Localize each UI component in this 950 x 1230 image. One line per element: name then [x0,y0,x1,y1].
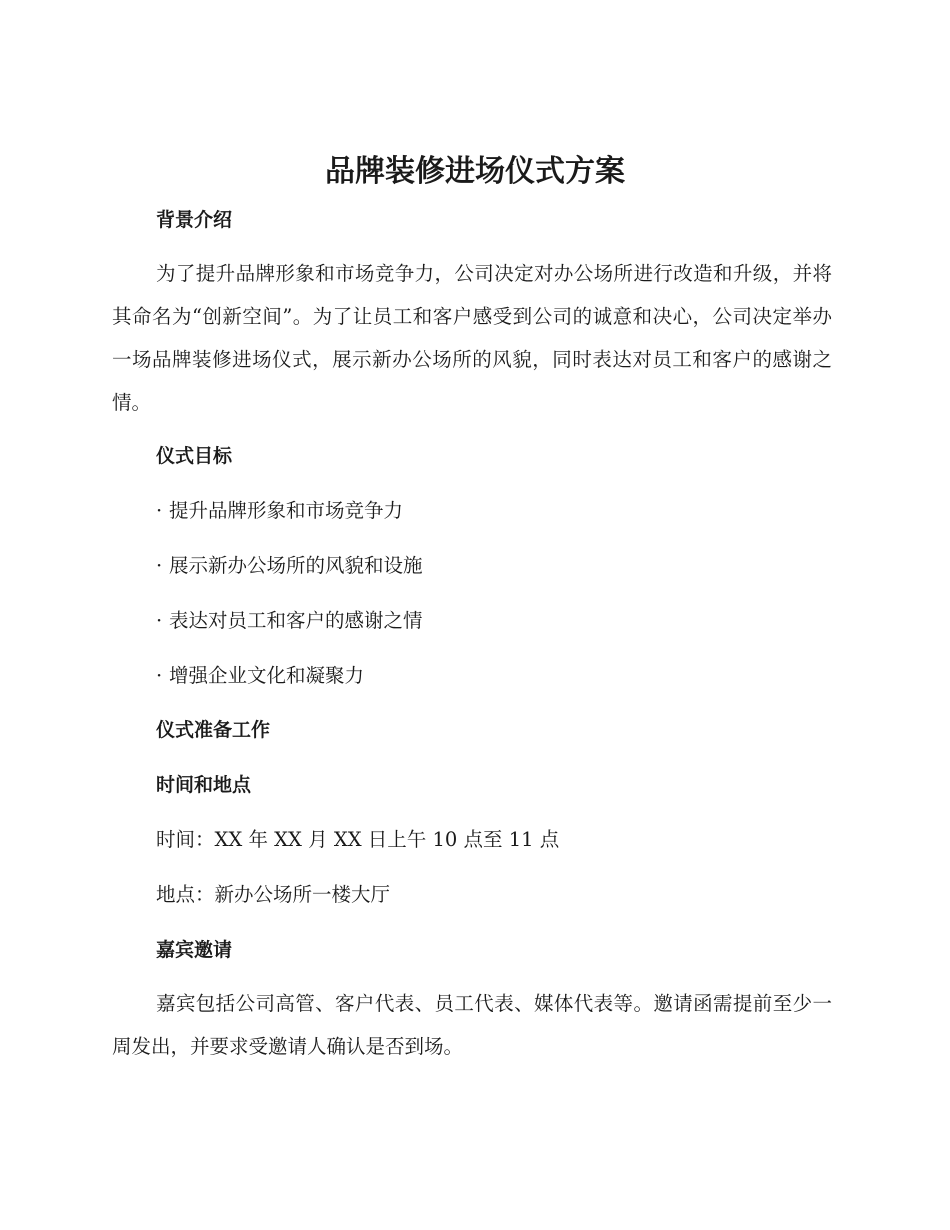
heading-goals: 仪式目标 [156,445,233,467]
heading-preparation: 仪式准备工作 [156,719,271,741]
paragraph-background: 为了提升品牌形象和市场竞争力，公司决定对办公场所进行改造和升级，并将其命名为“创新空间”。为了让员工和客户感受到公司的诚意和决心，公司决定举办一场品牌装修进场仪式，展示新办公场所的风貌，同时表达对员工和客户的感谢之情。 [112,262,832,414]
place-line: 地点：新办公场所一楼大厅 [156,883,391,906]
goal-item-text: 增强企业文化和凝聚力 [169,664,365,687]
bullet-dot-icon: · [156,609,163,632]
bullet-dot-icon: · [156,499,163,522]
goal-list-item [156,662,364,690]
document-title: 品牌装修进场仪式方案 [325,154,625,189]
heading-background: 背景介绍 [156,209,233,231]
heading-guests: 嘉宾邀请 [156,939,233,961]
goal-list-item [156,552,423,580]
time-line: 时间：XX 年 XX 月 XX 日上午 10 点至 11 点 [156,828,560,851]
goal-item-text: 提升品牌形象和市场竞争力 [169,499,404,522]
bullet-dot-icon: · [156,664,163,687]
goal-item-text: 表达对员工和客户的感谢之情 [169,609,423,632]
goal-item-text: 展示新办公场所的风貌和设施 [169,554,423,577]
bullet-dot-icon: · [156,554,163,577]
goal-list-item [156,497,403,525]
goal-list-item [156,607,423,635]
paragraph-guests: 嘉宾包括公司高管、客户代表、员工代表、媒体代表等。邀请函需提前至少一周发出，并要求受邀请人确认是否到场。 [112,992,832,1058]
heading-time-place: 时间和地点 [156,774,252,796]
